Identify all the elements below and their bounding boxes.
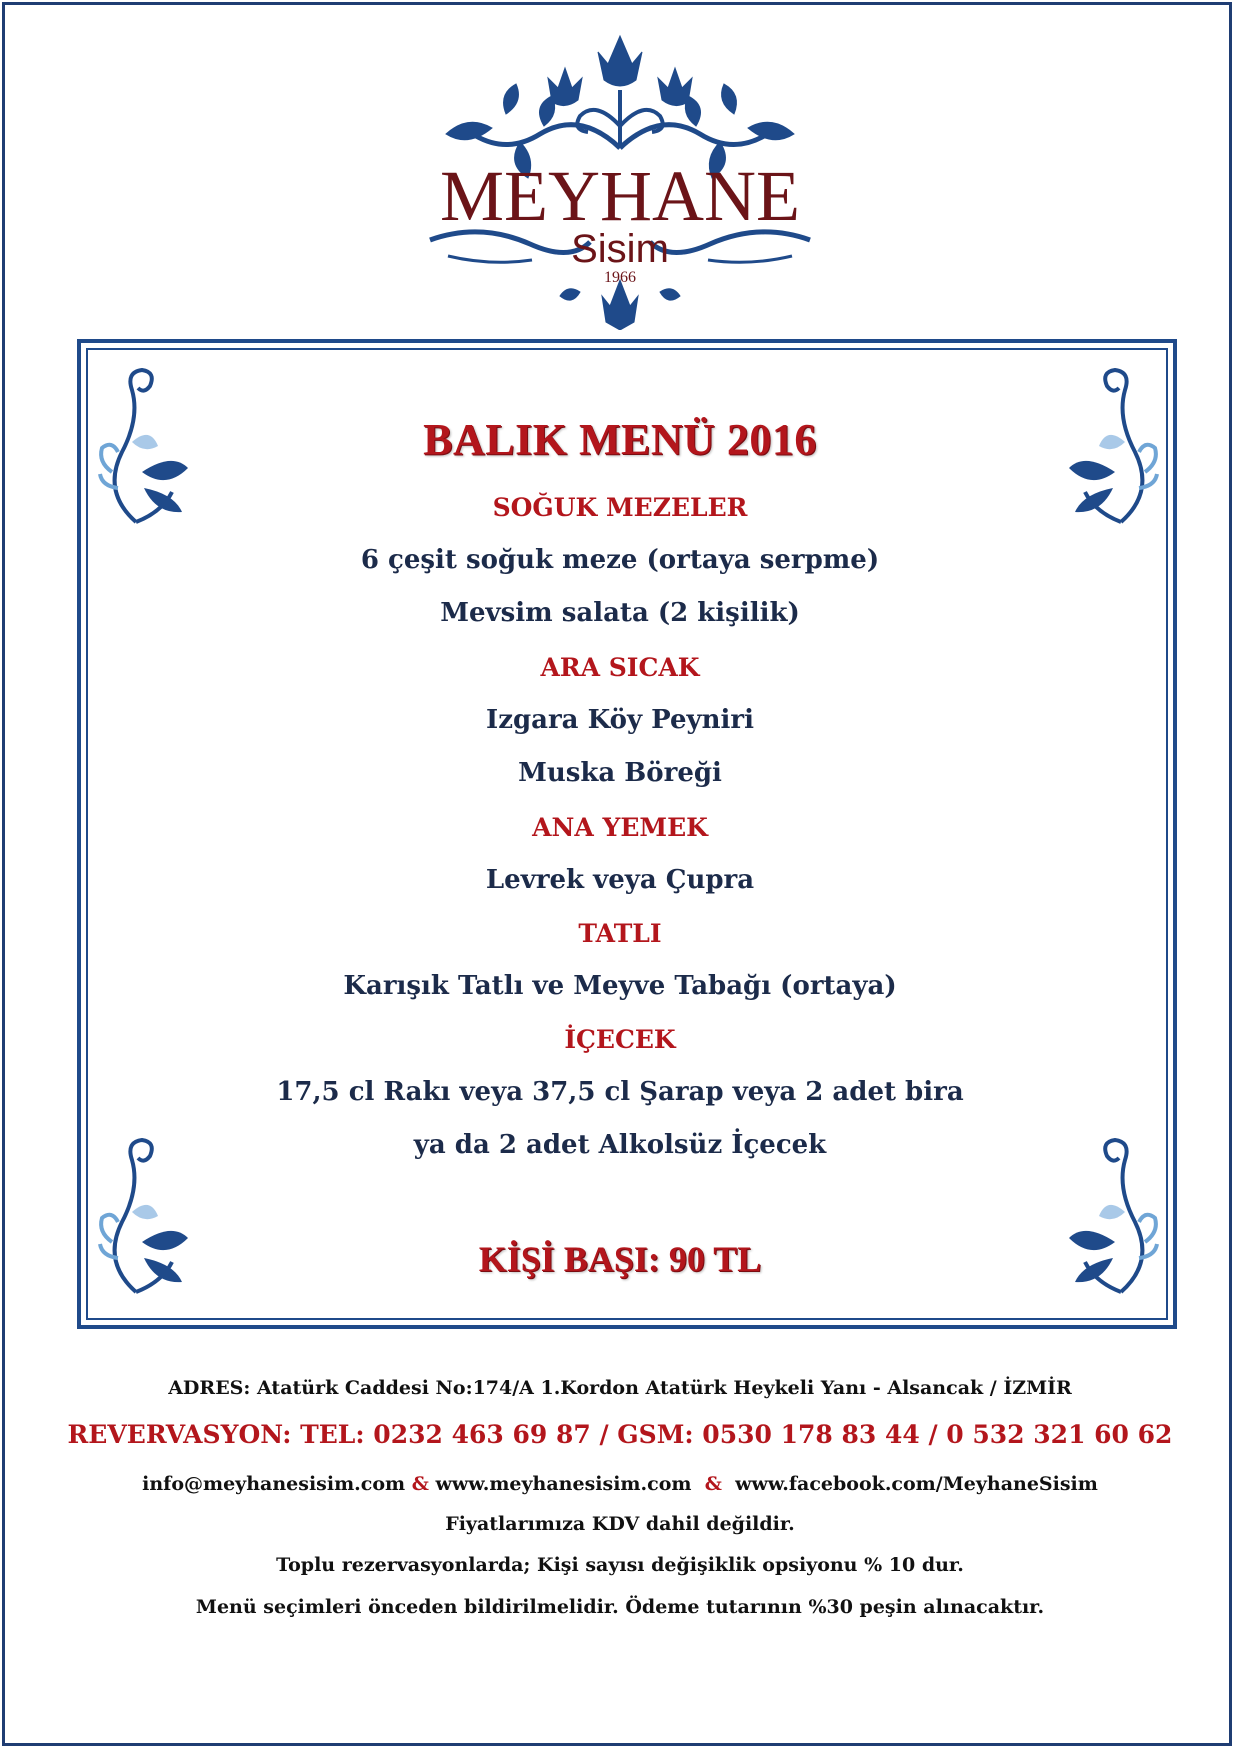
section-heading-icecek: İÇECEK: [564, 1025, 676, 1054]
price-per-person: KİŞİ BAŞI: 90 TL: [478, 1239, 762, 1279]
website-link[interactable]: www.meyhanesisim.com: [435, 1473, 692, 1495]
menu-item: 17,5 cl Rakı veya 37,5 cl Şarap veya 2 adet bira: [276, 1077, 964, 1107]
menu-item: Mevsim salata (2 kişilik): [440, 598, 800, 628]
brand-name: MEYHANE: [440, 156, 800, 236]
brand-year: 1966: [604, 269, 636, 286]
menu-item: Muska Böreği: [518, 758, 722, 788]
footer-reservation: REVERVASYON: TEL: 0232 463 69 87 / GSM: 0530 178 83 44 / 0 532 321 60 62: [67, 1420, 1173, 1449]
brand-sub: Sisim: [571, 227, 669, 271]
email-link[interactable]: info@meyhanesisim.com: [142, 1473, 406, 1495]
menu-item: Levrek veya Çupra: [485, 865, 755, 895]
menu-item: Izgara Köy Peyniri: [486, 705, 754, 735]
menu-item: 6 çeşit soğuk meze (ortaya serpme): [360, 545, 880, 575]
section-heading-soguk-mezeler: SOĞUK MEZELER: [492, 493, 748, 522]
menu-title: BALIK MENÜ 2016: [423, 415, 817, 464]
footer-note: Menü seçimleri önceden bildirilmelidir. Ödeme tutarının %30 peşin alınacaktır.: [195, 1596, 1045, 1618]
menu-item: ya da 2 adet Alkolsüz İçecek: [413, 1130, 827, 1160]
separator: &: [411, 1473, 429, 1495]
section-heading-tatli: TATLI: [578, 919, 662, 948]
facebook-link[interactable]: www.facebook.com/MeyhaneSisim: [735, 1473, 1098, 1495]
menu-item: Karışık Tatlı ve Meyve Tabağı (ortaya): [343, 971, 897, 1001]
footer-contacts: [0, 1473, 1240, 1495]
section-heading-ana-yemek: ANA YEMEK: [532, 813, 708, 842]
brand-logo: [420, 30, 820, 330]
footer-note: Toplu rezervasyonlarda; Kişi sayısı değişiklik opsiyonu % 10 dur.: [276, 1554, 964, 1576]
footer-address: ADRES: Atatürk Caddesi No:174/A 1.Kordon Atatürk Heykeli Yanı - Alsancak / İZMİR: [168, 1377, 1072, 1399]
separator: &: [704, 1473, 722, 1495]
footer-note: Fiyatlarımıza KDV dahil değildir.: [445, 1513, 795, 1535]
section-heading-ara-sicak: ARA SICAK: [540, 653, 700, 682]
